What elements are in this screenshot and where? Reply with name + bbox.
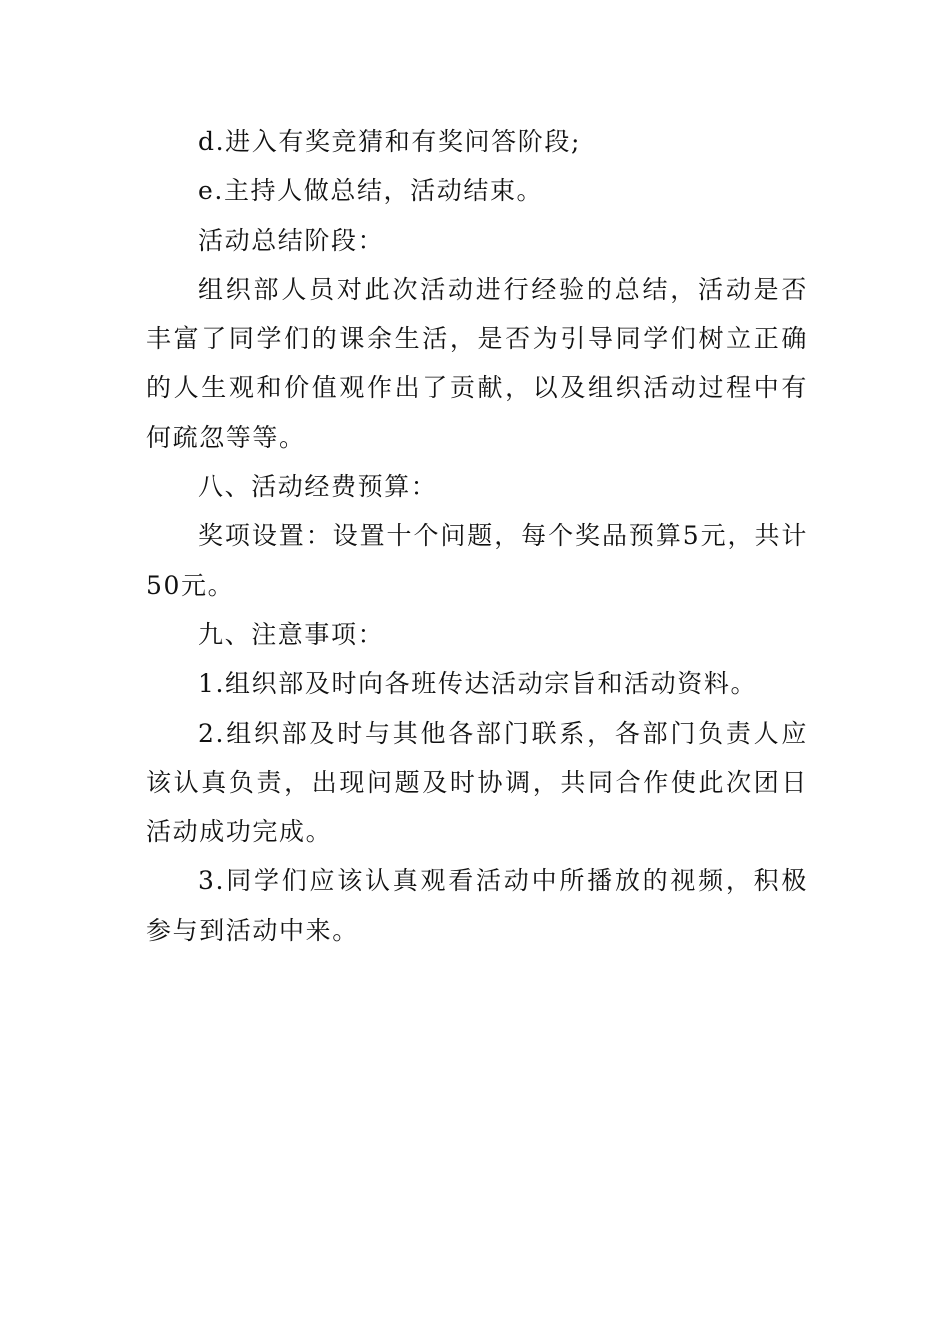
paragraph-budget: 奖项设置：设置十个问题，每个奖品预算5元，共计50元。 bbox=[146, 521, 808, 600]
paragraph-note-3: 3.同学们应该认真观看活动中所播放的视频，积极参与到活动中来。 bbox=[146, 866, 808, 945]
heading-budget: 八、活动经费预算： bbox=[198, 472, 438, 502]
paragraph-stage-d: d.进入有奖竞猜和有奖问答阶段; bbox=[198, 127, 581, 156]
heading-summary-stage: 活动总结阶段： bbox=[198, 225, 385, 255]
paragraph-summary: 组织部人员对此次活动进行经验的总结，活动是否丰富了同学们的课余生活，是否为引导同学们树立正确的人生观和价值观作出了贡献，以及组织活动过程中有何疏忽等等。 bbox=[146, 274, 808, 452]
document-body bbox=[146, 117, 808, 955]
heading-notes: 九、注意事项： bbox=[198, 619, 385, 649]
paragraph-note-1: 1.组织部及时向各班传达活动宗旨和活动资料。 bbox=[198, 669, 758, 699]
paragraph-note-2: 2.组织部及时与其他各部门联系，各部门负责人应该认真负责，出现问题及时协调，共同合作使此次团日活动成功完成。 bbox=[146, 718, 808, 847]
paragraph-stage-e: e.主持人做总结，活动结束。 bbox=[198, 176, 544, 206]
